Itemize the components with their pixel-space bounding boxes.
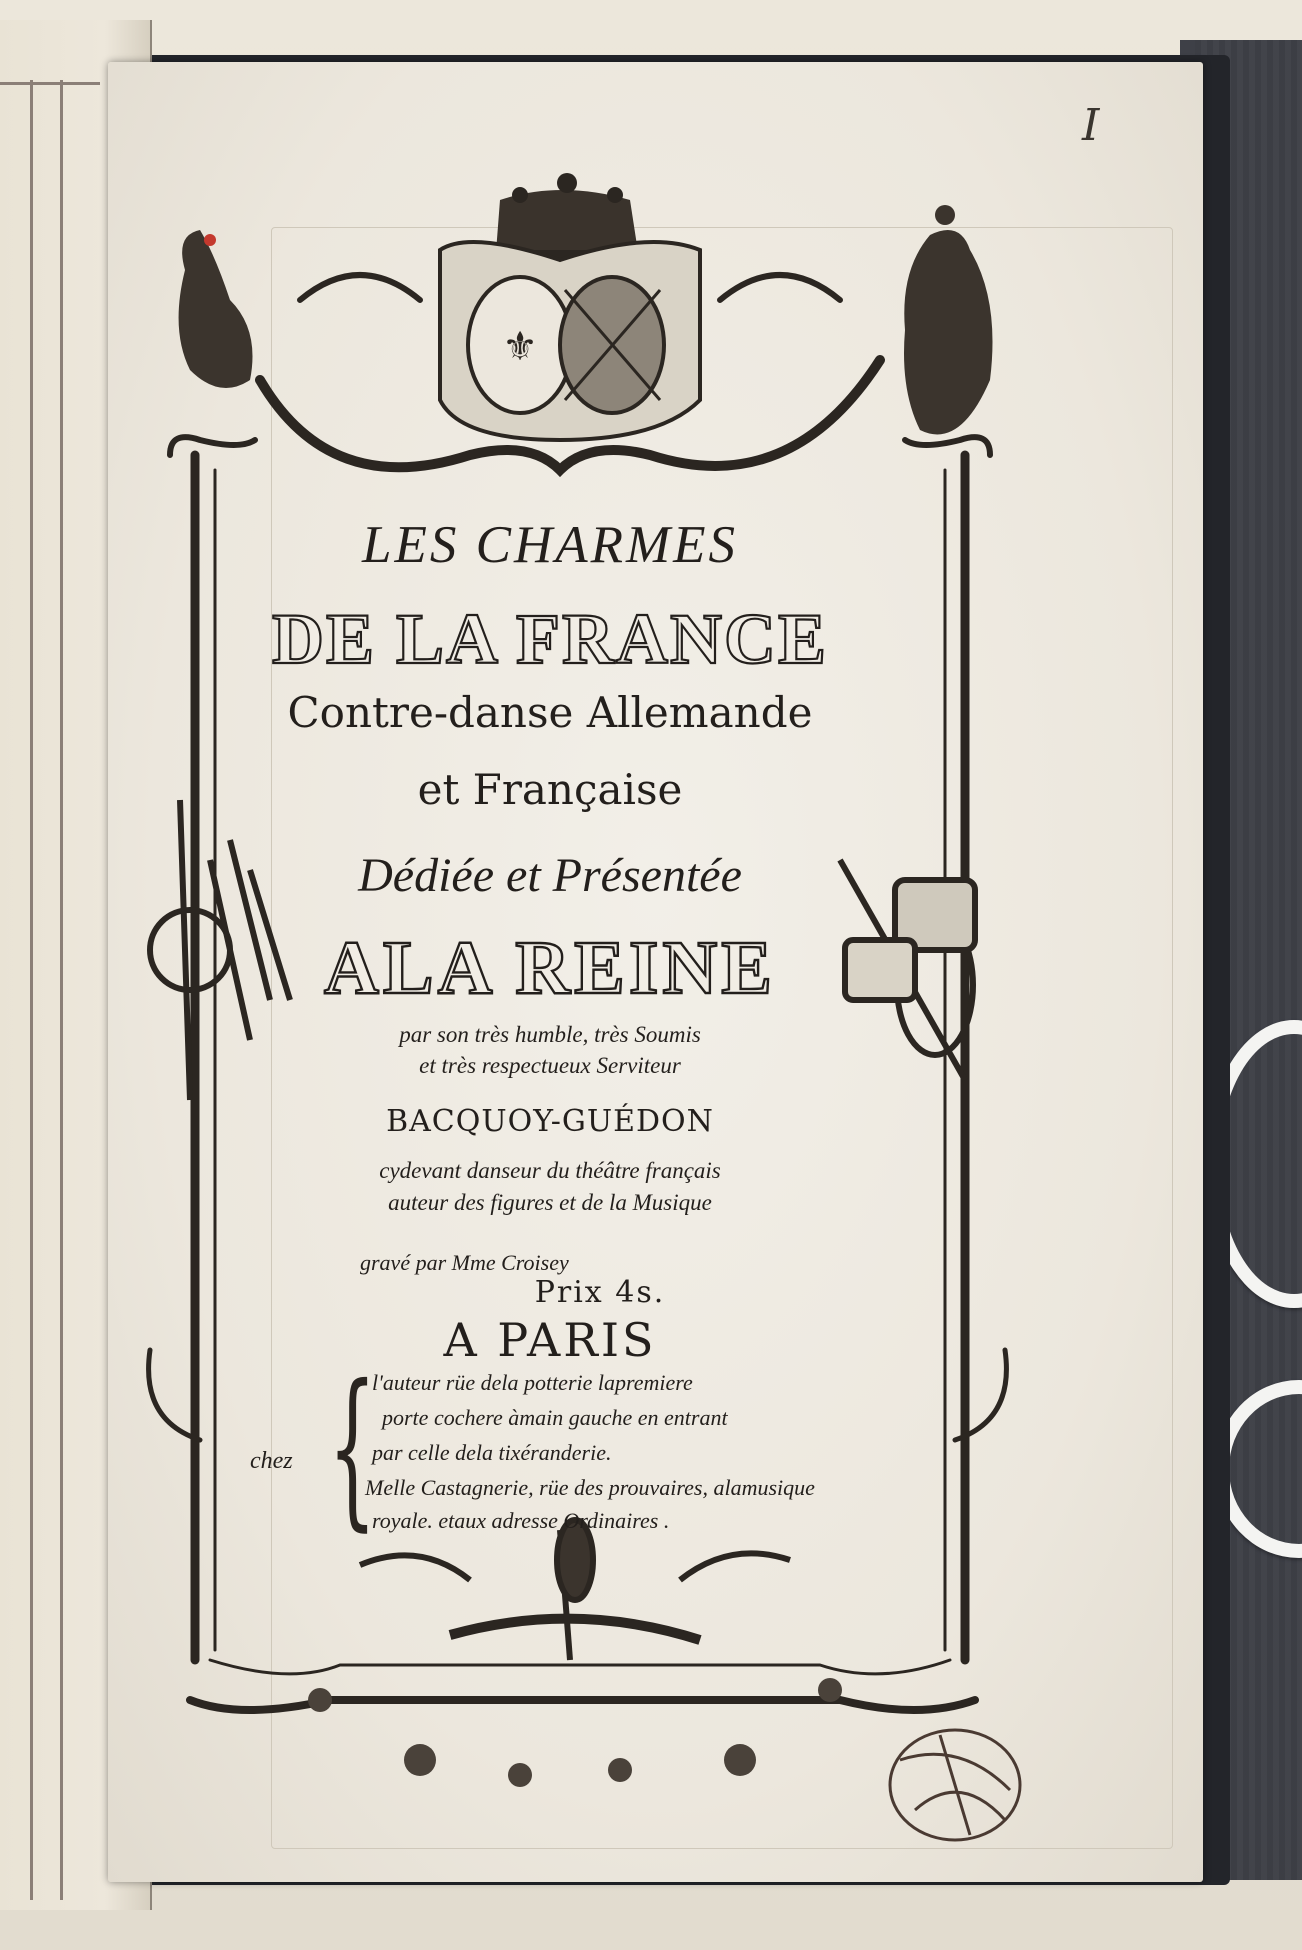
author-name: BACQUOY-GUÉDON xyxy=(386,1104,714,1139)
dedication-line-1: par son très humble, très Soumis xyxy=(399,1022,701,1047)
coat-of-arms-icon xyxy=(440,242,700,440)
frame-left-capital xyxy=(170,437,255,455)
dedication-line-2: et très respectueux Serviteur xyxy=(419,1053,681,1078)
frame-bottom xyxy=(190,1700,975,1710)
frame-right-capital xyxy=(905,437,990,455)
price: Prix 4s. xyxy=(534,1275,666,1310)
title-line-3: Contre-danse Allemande xyxy=(287,688,813,737)
title-line-4: et Française xyxy=(417,765,683,814)
svg-text:⚜: ⚜ xyxy=(502,324,538,370)
publisher-chez: chez xyxy=(250,1448,293,1474)
engraver: gravé par Mme Croisey xyxy=(360,1250,569,1275)
page-number: I xyxy=(1082,100,1100,151)
title-line-2: DE LA FRANCE xyxy=(271,599,829,679)
city: A PARIS xyxy=(443,1313,657,1367)
bottom-trophy-icon xyxy=(360,1520,790,1660)
address-line: l'auteur rüe dela potterie lapremiere xyxy=(372,1370,693,1395)
frame-bottom-inner xyxy=(210,1660,950,1674)
library-stamp xyxy=(890,1730,1020,1840)
title-line-1: LES CHARMES xyxy=(362,516,738,574)
rooster-icon xyxy=(179,230,253,388)
flower-garland-icon xyxy=(308,1678,842,1787)
author-role-2: auteur des figures et de la Musique xyxy=(388,1190,712,1215)
eagle-icon xyxy=(904,205,993,434)
brace-icon: { xyxy=(328,1349,377,1547)
address-line: royale. etaux adresse Ordinaires . xyxy=(372,1508,670,1533)
title-line-5: Dédiée et Présentée xyxy=(358,849,742,902)
address-line: porte cochere àmain gauche en entrant xyxy=(382,1405,728,1430)
title-line-6: ALA REINE xyxy=(324,926,776,1010)
author-role-1: cydevant danseur du théâtre français xyxy=(379,1158,721,1183)
address-line: par celle dela tixéranderie. xyxy=(372,1440,612,1465)
address-line: Melle Castagnerie, rüe des prouvaires, alamusique xyxy=(365,1475,815,1500)
